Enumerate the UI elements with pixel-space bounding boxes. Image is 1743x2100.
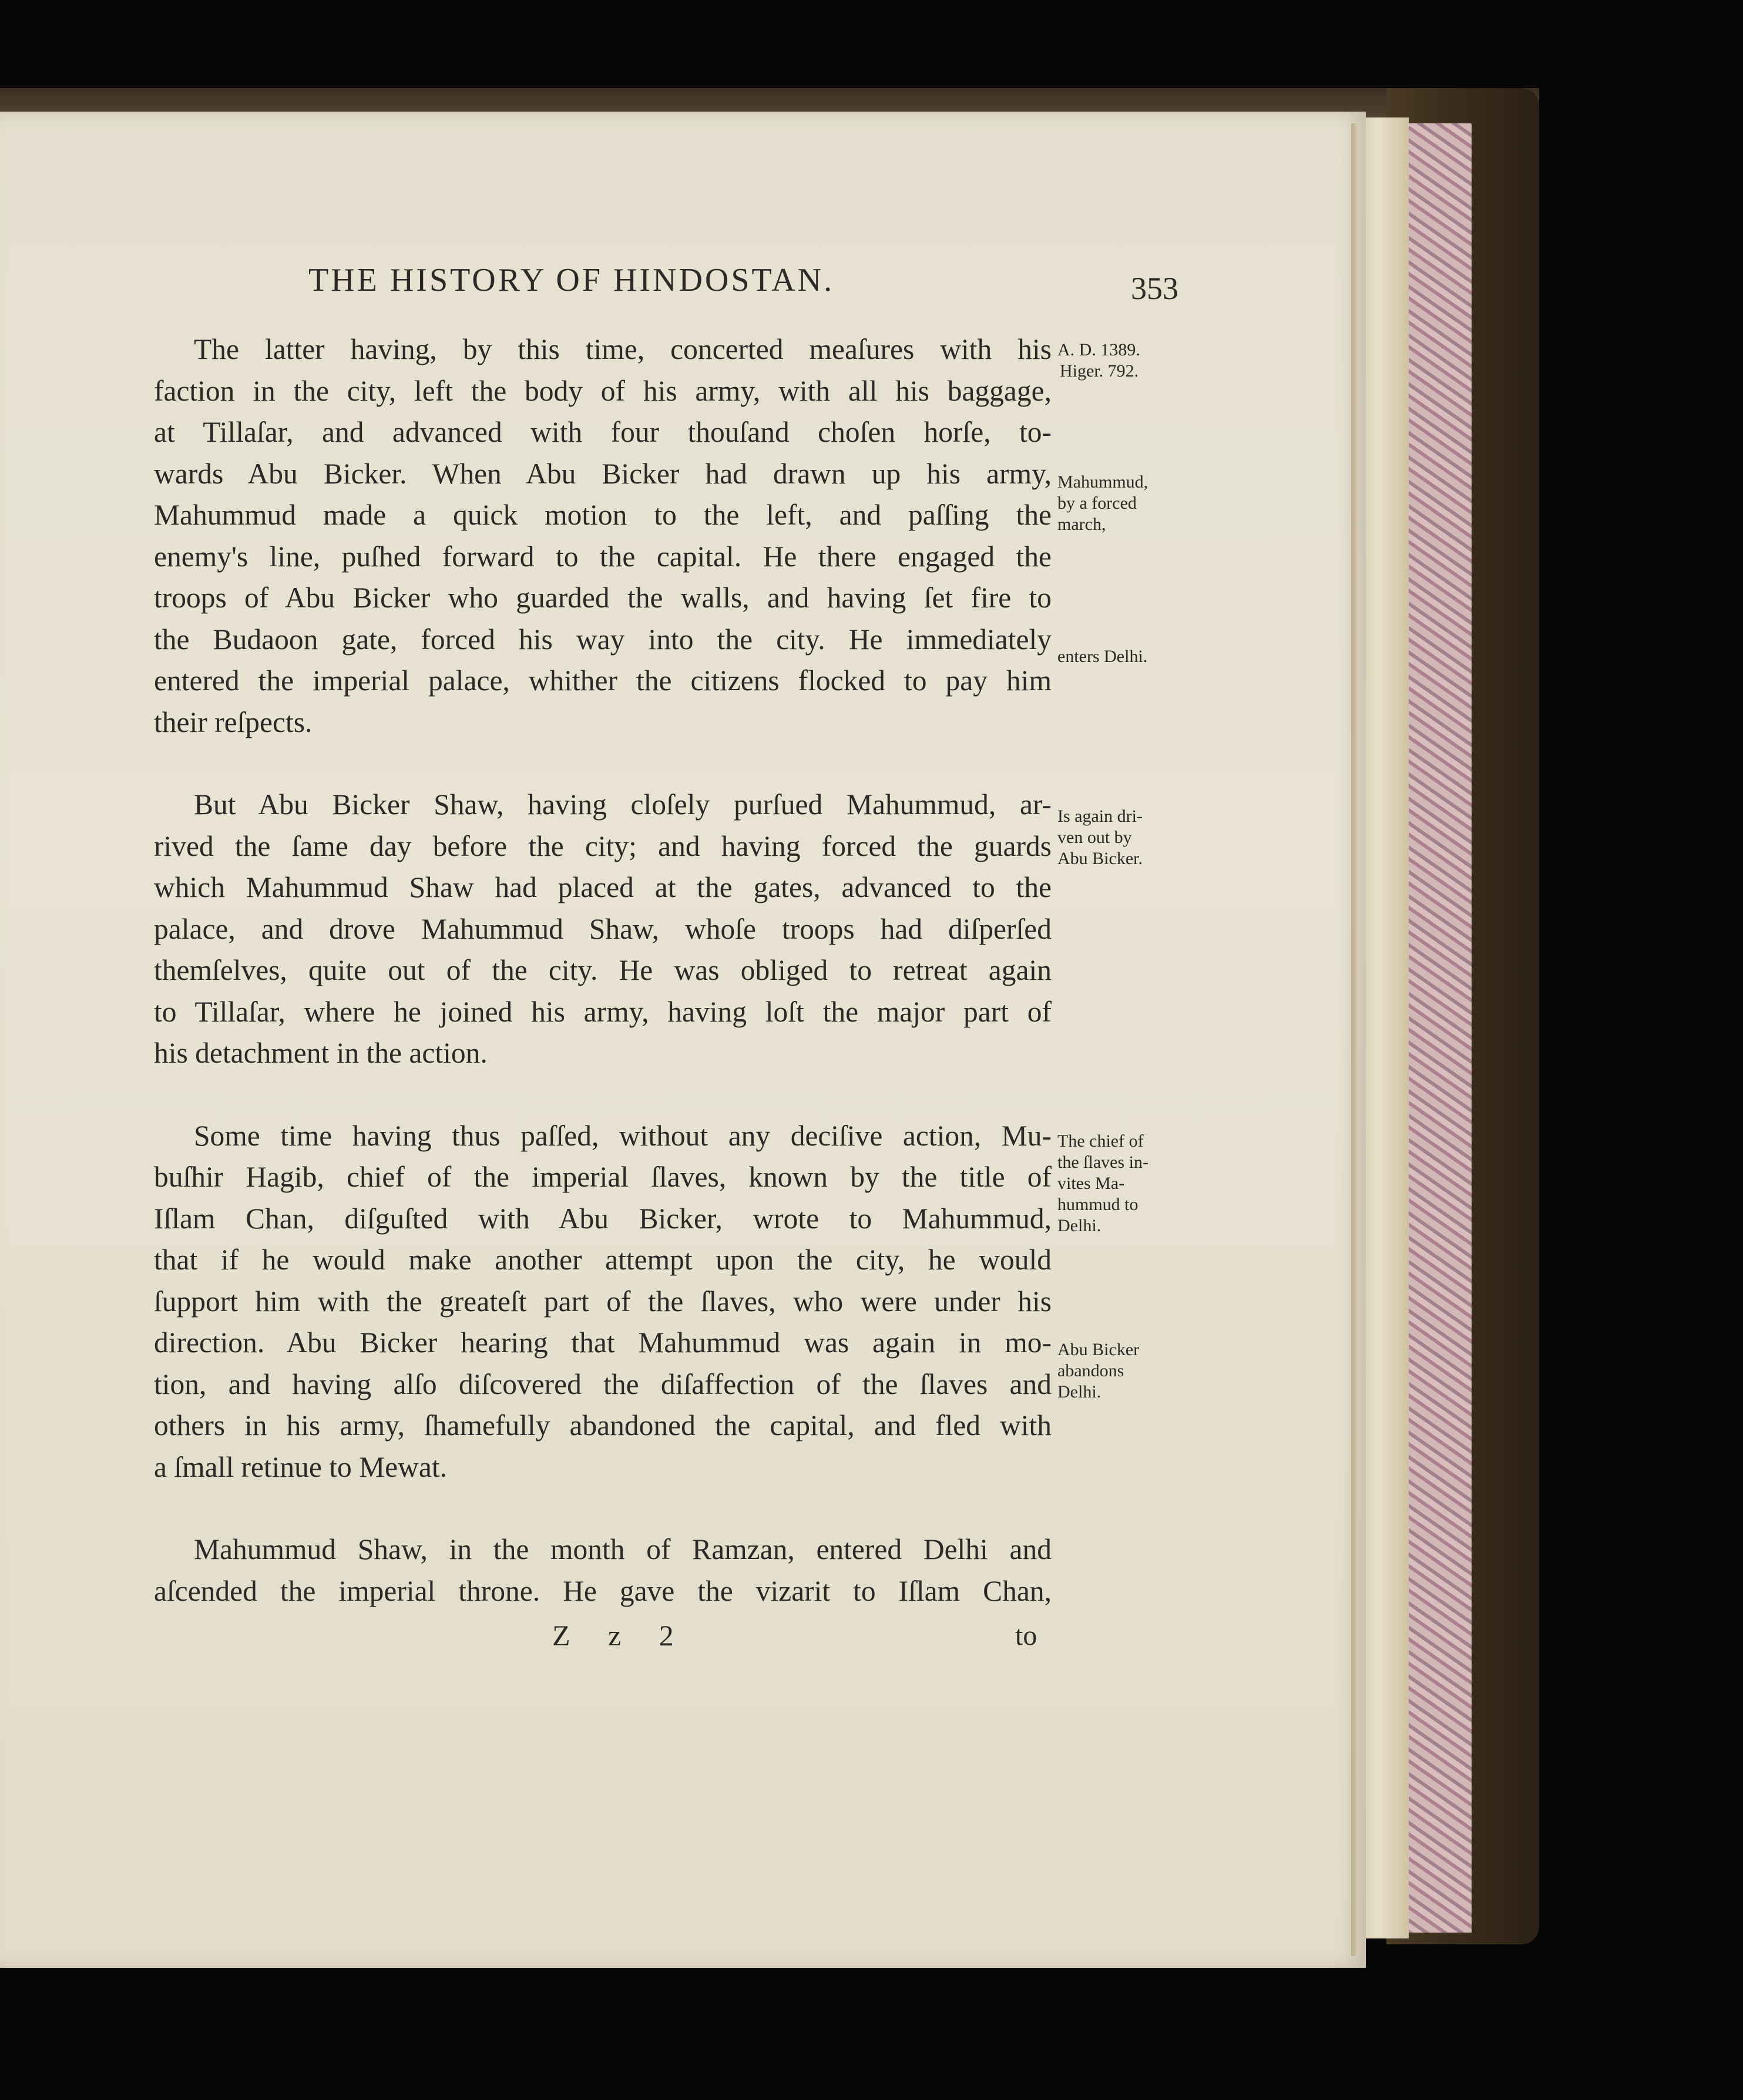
marginal-note	[1057, 646, 1147, 667]
text-line: others in his army, ſhamefully abandoned the capital, and fled with	[154, 1409, 1052, 1442]
marginal-note-line: abandons	[1057, 1361, 1124, 1380]
marginal-note-line: by a forced	[1057, 493, 1137, 513]
text-line: enemy's line, puſhed forward to the capital. He there engaged the	[154, 540, 1052, 573]
text-line: faction in the city, left the body of his army, with all his baggage,	[154, 374, 1052, 407]
marginal-note-line: Mahummud,	[1057, 472, 1148, 492]
marbled-page-edges	[1407, 123, 1472, 1933]
text-line: But Abu Bicker Shaw, having cloſely purſued Mahummud, ar-	[194, 788, 1052, 821]
marginal-note-line: the ſlaves in-	[1057, 1153, 1148, 1172]
marginal-note	[1057, 1339, 1139, 1403]
paragraph	[154, 1529, 1052, 1612]
catchword: to	[1015, 1620, 1037, 1651]
marginal-note	[1057, 472, 1148, 535]
marginal-note-line: ven out by	[1057, 828, 1132, 847]
text-line: troops of Abu Bicker who guarded the walls, and having ſet fire to	[154, 582, 1052, 614]
text-line: wards Abu Bicker. When Abu Bicker had drawn up his army,	[154, 457, 1052, 490]
marginal-note-line: vites Ma-	[1057, 1174, 1125, 1193]
text-line: that if he would make another attempt upon the city, he would	[154, 1244, 1052, 1276]
text-line: his detachment in the action.	[154, 1037, 488, 1069]
marginal-note-line: The chief of	[1057, 1131, 1144, 1151]
text-line: Mahummud made a quick motion to the left, and paſſing the	[154, 499, 1052, 531]
text-line: at Tillaſar, and advanced with four thouſand choſen horſe, to-	[154, 416, 1052, 448]
text-line: which Mahummud Shaw had placed at the gates, advanced to the	[154, 871, 1052, 903]
marginal-note-line: Is again dri-	[1057, 807, 1143, 826]
marginal-note	[1057, 1131, 1148, 1237]
body-text	[154, 329, 1052, 1612]
marginal-note-line: march,	[1057, 515, 1106, 534]
text-line: Some time having thus paſſed, without any deciſive action, Mu-	[194, 1119, 1052, 1152]
marginal-note-line: A. D. 1389.	[1057, 340, 1140, 359]
text-line: palace, and drove Mahummud Shaw, whoſe troops had diſperſed	[154, 912, 1052, 945]
marginal-note-line: hummud to	[1057, 1195, 1139, 1214]
text-line: ſupport him with the greateſt part of the ſlaves, who were under his	[154, 1285, 1052, 1318]
text-line: entered the imperial palace, whither the citizens flocked to pay him	[154, 664, 1052, 697]
text-line: Iſlam Chan, diſguſted with Abu Bicker, wrote to Mahummud,	[154, 1202, 1052, 1235]
text-line: their reſpects.	[154, 705, 313, 738]
text-line: themſelves, quite out of the city. He was obliged to retreat again	[154, 954, 1052, 986]
text-line: buſhir Hagib, chief of the imperial ſlaves, known by the title of	[154, 1161, 1052, 1193]
text-line: aſcended the imperial throne. He gave the vizarit to Iſlam Chan,	[154, 1574, 1052, 1607]
marginal-note-line: Abu Bicker	[1057, 1340, 1140, 1359]
page-number: 353	[1131, 271, 1178, 306]
page-gutter	[1351, 123, 1358, 1956]
paragraph	[154, 1115, 1052, 1489]
paragraph	[154, 329, 1052, 743]
running-title: THE HISTORY OF HINDOSTAN.	[308, 262, 835, 298]
text-line: rived the ſame day before the city; and having forced the guards	[154, 829, 1052, 862]
marginal-note-line: Abu Bicker.	[1057, 849, 1143, 868]
marginal-note-line: Delhi.	[1057, 1216, 1101, 1235]
text-line: tion, and having alſo diſcovered the diſaffection of the ſlaves and	[154, 1367, 1052, 1400]
text-line: the Budaoon gate, forced his way into the city. He immediately	[154, 623, 1052, 656]
text-line: a ſmall retinue to Mewat.	[154, 1450, 447, 1483]
paragraph	[154, 784, 1052, 1074]
signature-mark: Z z 2	[552, 1619, 689, 1652]
marginal-note	[1057, 806, 1143, 869]
text-line: Mahummud Shaw, in the month of Ramzan, entered Delhi and	[194, 1533, 1052, 1565]
marginal-note-line: enters Delhi.	[1057, 647, 1148, 666]
marginal-note-line: Higer. 792.	[1060, 361, 1139, 381]
text-line: to Tillaſar, where he joined his army, having loſt the major part of	[154, 995, 1052, 1028]
text-line: The latter having, by this time, concerted meaſures with his	[194, 333, 1052, 365]
text-line: direction. Abu Bicker hearing that Mahummud was again in mo-	[154, 1326, 1052, 1359]
marginal-note-line: Delhi.	[1057, 1382, 1101, 1402]
marginal-note	[1057, 340, 1140, 382]
